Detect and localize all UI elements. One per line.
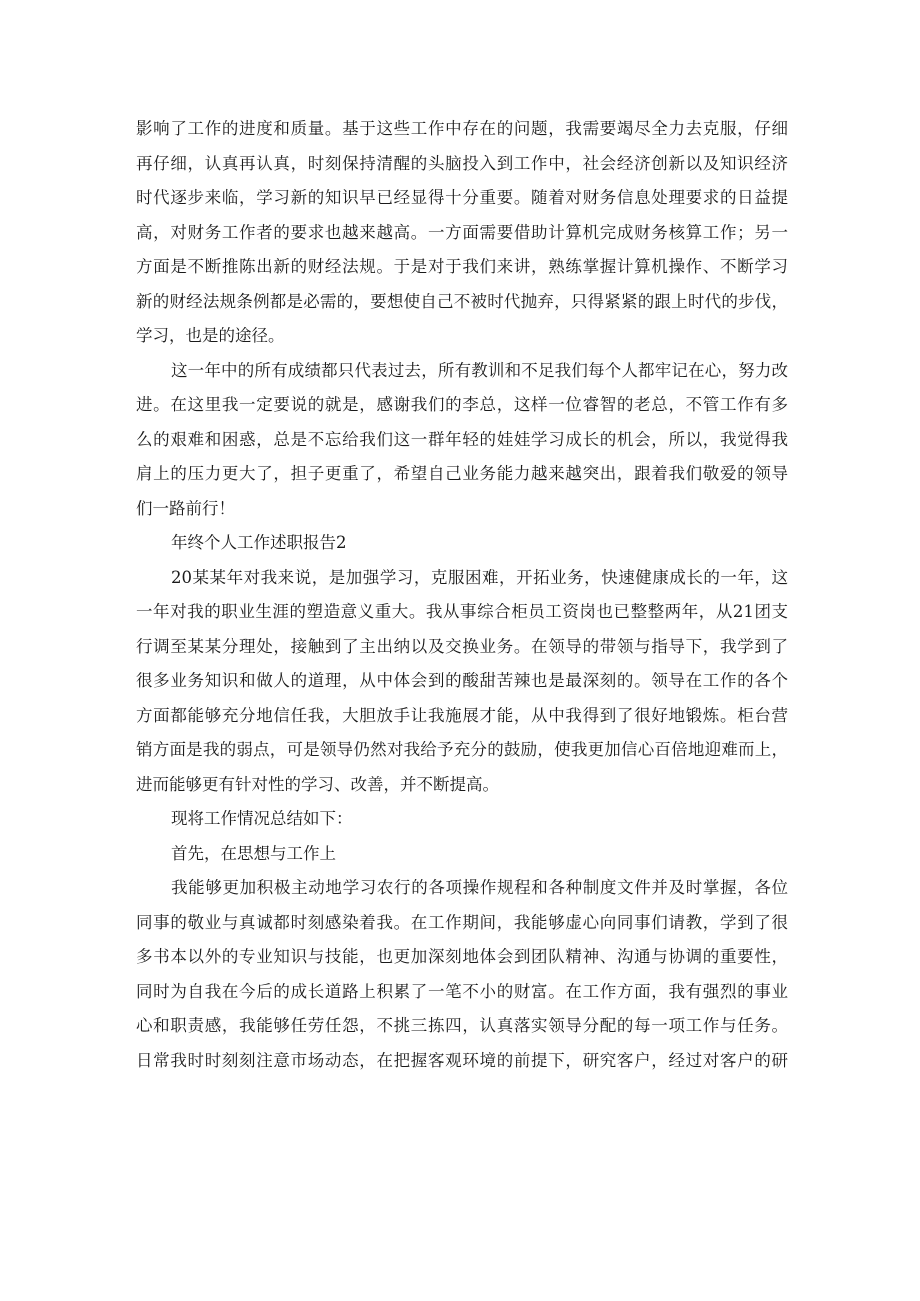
text-line: 我能够更加积极主动地学习农行的各项操作规程和各种制度文件并及时掌握，各位 [171, 878, 788, 897]
text-line: 么的艰难和困惑，总是不忘给我们这一群年轻的娃娃学习成长的机会，所以，我觉得我 [136, 429, 788, 449]
text-line: 心和职责感，我能够任劳任怨，不挑三拣四，认真落实领导分配的每一项工作与任务。 [136, 1016, 788, 1035]
text-line: 这一年中的所有成绩都只代表过去，所有教训和不足我们每个人都牢记在心，努力改 [171, 360, 788, 380]
text-line: 同事的敬业与真诚都时刻感染着我。在工作期间，我能够虚心向同事们请教，学到了很 [136, 912, 788, 932]
text-line: 很多业务知识和做人的道理，从中体会到的酸甜苦辣也是最深刻的。领导在工作的各个 [136, 671, 788, 690]
text-line: 高，对财务工作者的要求也越来越高。一方面需要借助计算机完成财务核算工作；另一 [136, 222, 788, 242]
text-line: 首先，在思想与工作上 [171, 843, 336, 863]
text-line: 销方面是我的弱点，可是领导仍然对我给予充分的鼓励，使我更加信心百倍地迎难而上， [136, 740, 788, 759]
text-line: 日常我时时刻刻注意市场动态，在把握客观环境的前提下，研究客户，经过对客户的研 [136, 1050, 788, 1070]
text-line: 肩上的压力更大了，担子更重了，希望自己业务能力越来越突出，跟着我们敬爱的领导 [136, 464, 788, 483]
text-line: 再仔细，认真再认真，时刻保持清醒的头脑投入到工作中，社会经济创新以及知识经济 [136, 153, 788, 173]
text-line: 们一路前行！ [136, 498, 235, 518]
text-line: 20某某年对我来说，是加强学习，克服困难，开拓业务，快速健康成长的一年，这 [171, 567, 788, 587]
text-line: 同时为自我在今后的成长道路上积累了一笔不小的财富。在工作方面，我有强烈的事业 [136, 981, 788, 1001]
text-line: 一年对我的职业生涯的塑造意义重大。我从事综合柜员工资岗也已整整两年，从21团支 [136, 602, 788, 621]
text-line: 进而能够更有针对性的学习、改善，并不断提高。 [136, 774, 499, 794]
text-line: 时代逐步来临，学习新的知识早已经显得十分重要。随着对财务信息处理要求的日益提 [136, 188, 788, 207]
text-line: 方面都能够充分地信任我，大胆放手让我施展才能，从中我得到了很好地锻炼。柜台营 [136, 705, 788, 725]
text-line: 多书本以外的专业知识与技能，也更加深刻地体会到团队精神、沟通与协调的重要性， [136, 947, 788, 966]
text-line: 进。在这里我一定要说的就是，感谢我们的李总，这样一位睿智的老总，不管工作有多 [136, 395, 788, 414]
text-line: 新的财经法规条例都是必需的，要想使自己不被时代抛弃，只得紧紧的跟上时代的步伐， [136, 291, 788, 311]
text-line: 方面是不断推陈出新的财经法规。于是对于我们来讲，熟练掌握计算机操作、不断学习 [136, 257, 788, 276]
text-line: 行调至某某分理处，接触到了主出纳以及交换业务。在领导的带领与指导下，我学到了 [136, 636, 788, 656]
text-line: 学习，也是的途径。 [136, 326, 285, 345]
text-line: 影响了工作的进度和质量。基于这些工作中存在的问题，我需要竭尽全力去克服，仔细 [136, 119, 788, 138]
text-line: 年终个人工作述职报告2 [171, 533, 347, 552]
text-line: 现将工作情况总结如下： [171, 809, 353, 828]
